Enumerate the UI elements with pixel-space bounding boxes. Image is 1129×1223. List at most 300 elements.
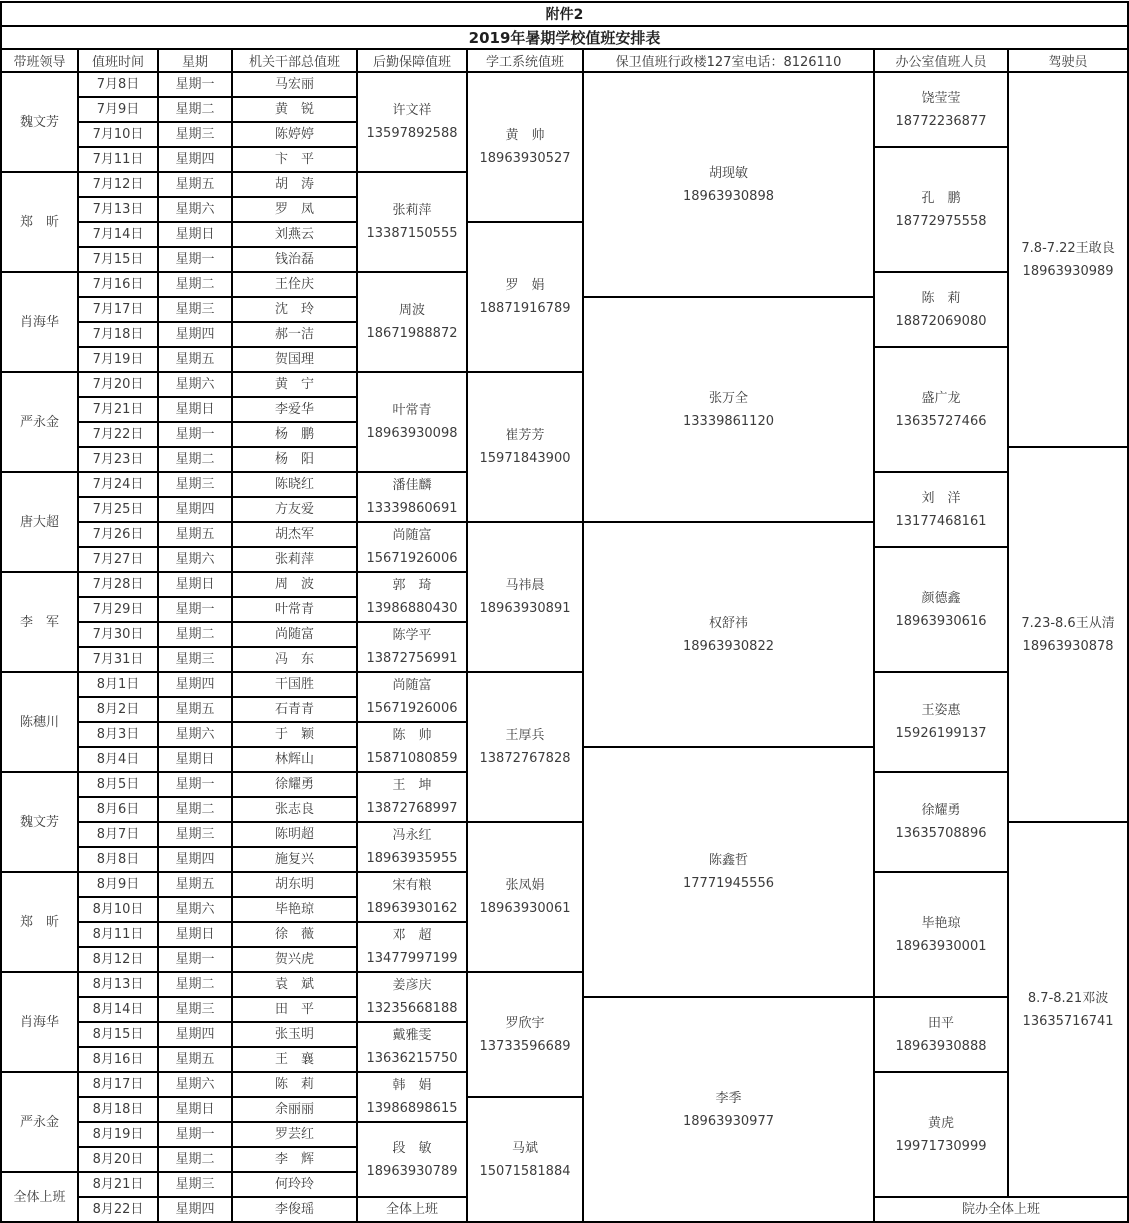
person-name: 张志良 — [274, 802, 314, 817]
person-name: 郭 琦 — [392, 578, 432, 593]
person-name: 8月6日 — [96, 802, 140, 817]
driver-cell — [1008, 822, 1128, 1197]
person-name: 陈学平 — [392, 628, 432, 643]
date-cell — [78, 1047, 158, 1072]
person-name: 毕艳琼 — [274, 902, 314, 917]
student-duty-cell — [467, 72, 583, 222]
person-name: 全体上班 — [385, 1202, 438, 1217]
person-phone: 18772975558 — [895, 213, 987, 229]
person-name: 星期二 — [175, 452, 215, 467]
person-name: 贺国理 — [274, 352, 314, 367]
weekday-cell — [158, 697, 232, 722]
person-name: 陈穗川 — [19, 714, 59, 730]
leader-cell — [1, 672, 78, 772]
date-cell — [78, 722, 158, 747]
person-name: 8.7-8.21邓波 — [1027, 990, 1109, 1006]
person-phone: 13872767828 — [479, 751, 571, 766]
office-duty-cell — [874, 672, 1008, 772]
weekday-cell — [158, 72, 232, 97]
person-name: 星期四 — [175, 1027, 215, 1042]
date-cell — [78, 1097, 158, 1122]
person-name: 胡东明 — [274, 877, 314, 892]
page-title: 2019年暑期学校值班安排表 — [1, 26, 1128, 49]
date-cell — [78, 322, 158, 347]
person-name: 权舒祎 — [708, 615, 748, 631]
person-name: 7月15日 — [92, 252, 144, 267]
weekday-cell — [158, 472, 232, 497]
person-name: 黄 锐 — [274, 102, 314, 117]
person-name: 肖海华 — [19, 314, 59, 330]
person-name: 王 坤 — [392, 778, 432, 793]
person-name: 星期三 — [175, 1177, 215, 1192]
date-cell — [78, 697, 158, 722]
cadre-duty-cell — [232, 922, 357, 947]
person-name: 冯 东 — [274, 652, 314, 667]
date-cell — [78, 1197, 158, 1222]
person-name: 陈婷婷 — [274, 127, 314, 142]
person-name: 星期日 — [175, 402, 215, 417]
logistics-duty-cell — [357, 772, 467, 822]
person-phone: 13986880430 — [366, 601, 458, 616]
schedule-row — [1, 672, 1128, 697]
weekday-cell — [158, 347, 232, 372]
weekday-cell — [158, 747, 232, 772]
person-name: 7月20日 — [92, 377, 144, 392]
person-name: 罗 凤 — [274, 202, 314, 217]
person-name: 贺兴虎 — [274, 952, 314, 967]
date-cell — [78, 1072, 158, 1097]
person-name: 星期二 — [175, 627, 215, 642]
person-name: 马宏丽 — [274, 77, 314, 92]
person-name: 郑 昕 — [19, 914, 59, 930]
weekday-cell — [158, 247, 232, 272]
person-name: 胡杰军 — [274, 527, 314, 542]
leader-cell — [1, 772, 78, 872]
person-phone: 18671988872 — [366, 326, 458, 341]
person-name: 7月19日 — [92, 352, 144, 367]
date-cell — [78, 622, 158, 647]
person-phone: 18963930891 — [479, 601, 571, 616]
weekday-cell — [158, 597, 232, 622]
logistics-duty-cell — [357, 472, 467, 522]
person-name: 8月13日 — [92, 977, 144, 992]
weekday-cell — [158, 397, 232, 422]
cadre-duty-cell — [232, 1047, 357, 1072]
person-name: 星期一 — [175, 1127, 215, 1142]
person-name: 陈晓红 — [274, 477, 314, 492]
person-name: 张莉萍 — [274, 552, 314, 567]
security-duty-cell — [583, 997, 874, 1222]
person-name: 星期四 — [175, 502, 215, 517]
person-name: 星期五 — [175, 352, 215, 367]
person-name: 8月14日 — [92, 1002, 144, 1017]
security-duty-cell — [583, 747, 874, 997]
person-name: 袁 斌 — [274, 977, 314, 992]
weekday-cell — [158, 522, 232, 547]
driver-cell — [1008, 447, 1128, 822]
weekday-cell — [158, 797, 232, 822]
cadre-duty-cell — [232, 697, 357, 722]
person-name: 杨 阳 — [274, 452, 314, 467]
person-name: 肖海华 — [19, 1014, 59, 1030]
person-name: 星期五 — [175, 877, 215, 892]
student-duty-cell — [467, 822, 583, 972]
person-name: 8月9日 — [96, 877, 140, 892]
person-name: 郑 昕 — [19, 214, 59, 230]
person-name: 7月24日 — [92, 477, 144, 492]
date-cell — [78, 197, 158, 222]
date-cell — [78, 547, 158, 572]
leader-cell — [1, 472, 78, 572]
cadre-duty-cell — [232, 747, 357, 772]
cadre-duty-cell — [232, 272, 357, 297]
date-cell — [78, 497, 158, 522]
date-cell — [78, 472, 158, 497]
person-name: 星期日 — [175, 227, 215, 242]
date-cell — [78, 422, 158, 447]
person-name: 陈 帅 — [392, 728, 432, 743]
logistics-duty-cell — [357, 1022, 467, 1072]
date-cell — [78, 797, 158, 822]
person-name: 星期六 — [175, 1077, 215, 1092]
office-duty-cell — [874, 272, 1008, 347]
office-duty-cell — [874, 347, 1008, 472]
person-phone: 18963935955 — [366, 851, 458, 866]
person-name: 星期六 — [175, 902, 215, 917]
person-phone: 18963930527 — [479, 151, 571, 166]
logistics-duty-cell — [357, 622, 467, 672]
logistics-duty-cell — [357, 272, 467, 372]
person-name: 7.23-8.6王从清 — [1021, 615, 1115, 631]
person-name: 星期六 — [175, 727, 215, 742]
attachment-label: 附件2 — [1, 2, 1128, 26]
person-name: 8月1日 — [96, 677, 140, 692]
column-header: 驾驶员 — [1008, 49, 1128, 72]
cadre-duty-cell — [232, 122, 357, 147]
date-cell — [78, 522, 158, 547]
person-name: 8月20日 — [92, 1152, 144, 1167]
person-name: 于 颖 — [274, 727, 314, 742]
weekday-cell — [158, 947, 232, 972]
person-name: 7月30日 — [92, 627, 144, 642]
person-phone: 15871080859 — [366, 751, 458, 766]
person-name: 李季 — [715, 1090, 742, 1106]
person-phone: 13597892588 — [366, 126, 458, 141]
logistics-duty-cell — [357, 1197, 467, 1222]
person-phone: 13872768997 — [366, 801, 458, 816]
person-name: 星期四 — [175, 852, 215, 867]
person-name: 叶常青 — [392, 403, 432, 418]
weekday-cell — [158, 1072, 232, 1097]
person-name: 张万全 — [708, 390, 748, 406]
person-name: 田 平 — [274, 1002, 314, 1017]
person-phone: 15971843900 — [479, 451, 571, 466]
date-cell — [78, 1022, 158, 1047]
person-name: 星期六 — [175, 377, 215, 392]
duty-schedule-table — [0, 1, 1129, 1223]
person-name: 7月18日 — [92, 327, 144, 342]
weekday-cell — [158, 647, 232, 672]
cadre-duty-cell — [232, 847, 357, 872]
person-phone: 18963930898 — [683, 188, 774, 204]
cadre-duty-cell — [232, 247, 357, 272]
column-header: 机关干部总值班 — [232, 49, 357, 72]
person-name: 戴雅雯 — [392, 1028, 432, 1043]
person-name: 7月23日 — [92, 452, 144, 467]
person-phone: 15926199137 — [895, 726, 987, 741]
person-name: 7月10日 — [92, 127, 144, 142]
person-name: 张莉萍 — [392, 203, 432, 218]
date-cell — [78, 747, 158, 772]
person-phone: 18963930888 — [895, 1038, 987, 1054]
weekday-cell — [158, 772, 232, 797]
person-name: 尚随富 — [392, 678, 432, 693]
person-phone: 18963930162 — [366, 901, 458, 916]
date-cell — [78, 122, 158, 147]
weekday-cell — [158, 922, 232, 947]
person-name: 星期四 — [175, 152, 215, 167]
person-name: 王姿惠 — [921, 703, 961, 718]
person-phone: 13733596689 — [479, 1038, 571, 1054]
person-name: 8月17日 — [92, 1077, 144, 1092]
security-duty-cell — [583, 522, 874, 747]
cadre-duty-cell — [232, 1147, 357, 1172]
date-cell — [78, 297, 158, 322]
person-name: 徐耀勇 — [274, 777, 314, 792]
cadre-duty-cell — [232, 97, 357, 122]
person-phone: 18872069080 — [895, 313, 987, 329]
cadre-duty-cell — [232, 972, 357, 997]
person-name: 星期一 — [175, 952, 215, 967]
cadre-duty-cell — [232, 872, 357, 897]
person-name: 星期三 — [175, 302, 215, 317]
person-name: 8月3日 — [96, 727, 140, 742]
person-name: 叶常青 — [274, 602, 314, 617]
person-name: 星期日 — [175, 927, 215, 942]
cadre-duty-cell — [232, 322, 357, 347]
person-name: 张凤娟 — [505, 878, 545, 893]
date-cell — [78, 97, 158, 122]
person-name: 尚随富 — [392, 528, 432, 543]
person-name: 院办全体上班 — [962, 1202, 1041, 1217]
person-name: 星期三 — [175, 477, 215, 492]
cadre-duty-cell — [232, 172, 357, 197]
person-name: 7月14日 — [92, 227, 144, 242]
date-cell — [78, 147, 158, 172]
person-phone: 13986898615 — [366, 1101, 458, 1116]
weekday-cell — [158, 172, 232, 197]
date-cell — [78, 647, 158, 672]
weekday-cell — [158, 222, 232, 247]
person-name: 刘燕云 — [274, 227, 314, 242]
person-name: 姜彦庆 — [392, 978, 432, 993]
person-name: 冯永红 — [392, 828, 432, 843]
person-name: 李爱华 — [274, 402, 314, 417]
person-name: 郝一洁 — [274, 327, 314, 342]
cadre-duty-cell — [232, 822, 357, 847]
schedule-row — [1, 72, 1128, 97]
cadre-duty-cell — [232, 522, 357, 547]
student-duty-cell — [467, 672, 583, 822]
person-phone: 18963930989 — [1022, 263, 1114, 279]
person-name: 尚随富 — [274, 627, 314, 642]
column-header: 星期 — [158, 49, 232, 72]
cadre-duty-cell — [232, 547, 357, 572]
logistics-duty-cell — [357, 872, 467, 922]
date-cell — [78, 247, 158, 272]
student-duty-cell — [467, 522, 583, 672]
person-name: 周波 — [398, 303, 425, 318]
weekday-cell — [158, 372, 232, 397]
person-name: 8月18日 — [92, 1102, 144, 1117]
person-name: 李 军 — [19, 614, 59, 630]
person-name: 魏文芳 — [19, 114, 59, 130]
date-cell — [78, 372, 158, 397]
cadre-duty-cell — [232, 597, 357, 622]
person-phone: 18963930098 — [366, 426, 458, 441]
person-phone: 18963930822 — [683, 638, 774, 654]
person-name: 饶莹莹 — [921, 90, 961, 106]
logistics-duty-cell — [357, 572, 467, 622]
office-duty-cell — [874, 72, 1008, 147]
person-phone: 18963930878 — [1022, 638, 1114, 654]
cadre-duty-cell — [232, 797, 357, 822]
person-name: 7.8-7.22王敢良 — [1021, 240, 1115, 256]
person-name: 星期一 — [175, 252, 215, 267]
person-phone: 13477997199 — [366, 951, 458, 966]
person-name: 星期五 — [175, 702, 215, 717]
leader-cell — [1, 972, 78, 1072]
person-name: 陈 莉 — [921, 290, 961, 306]
cadre-duty-cell — [232, 1022, 357, 1047]
cadre-duty-cell — [232, 297, 357, 322]
person-phone: 15071581884 — [479, 1163, 571, 1179]
weekday-cell — [158, 822, 232, 847]
person-name: 毕艳琼 — [921, 915, 961, 931]
office-duty-cell — [874, 772, 1008, 872]
person-phone: 17771945556 — [683, 876, 774, 891]
cadre-duty-cell — [232, 347, 357, 372]
logistics-duty-cell — [357, 822, 467, 872]
cadre-duty-cell — [232, 1097, 357, 1122]
date-cell — [78, 1172, 158, 1197]
person-name: 宋有粮 — [392, 878, 432, 893]
cadre-duty-cell — [232, 372, 357, 397]
person-name: 7月29日 — [92, 602, 144, 617]
office-duty-cell — [874, 147, 1008, 272]
column-header: 后勤保障值班 — [357, 49, 467, 72]
weekday-cell — [158, 722, 232, 747]
logistics-duty-cell — [357, 372, 467, 472]
person-name: 8月7日 — [96, 827, 140, 842]
person-name: 星期六 — [175, 202, 215, 217]
person-phone: 13872756991 — [366, 651, 458, 666]
person-name: 星期一 — [175, 602, 215, 617]
person-phone: 15671926006 — [366, 551, 458, 566]
weekday-cell — [158, 322, 232, 347]
person-name: 方友爱 — [274, 502, 314, 517]
leader-cell — [1, 1172, 78, 1222]
weekday-cell — [158, 197, 232, 222]
person-phone: 18772236877 — [895, 113, 987, 129]
cadre-duty-cell — [232, 472, 357, 497]
person-name: 潘佳麟 — [392, 478, 432, 493]
person-name: 钱治磊 — [274, 252, 314, 267]
cadre-duty-cell — [232, 572, 357, 597]
weekday-cell — [158, 1047, 232, 1072]
leader-cell — [1, 872, 78, 972]
office-duty-cell — [874, 997, 1008, 1072]
person-name: 7月26日 — [92, 527, 144, 542]
person-name: 全体上班 — [13, 1189, 66, 1205]
date-cell — [78, 872, 158, 897]
person-name: 星期二 — [175, 802, 215, 817]
weekday-cell — [158, 1172, 232, 1197]
person-name: 8月11日 — [92, 927, 144, 942]
person-name: 周 波 — [274, 577, 314, 592]
weekday-cell — [158, 1022, 232, 1047]
person-phone: 18963930061 — [479, 901, 571, 916]
leader-cell — [1, 72, 78, 172]
person-name: 罗 娟 — [505, 278, 545, 293]
person-name: 孔 鹏 — [921, 190, 961, 206]
date-cell — [78, 597, 158, 622]
person-name: 徐耀勇 — [921, 803, 961, 818]
cadre-duty-cell — [232, 1197, 357, 1222]
logistics-duty-cell — [357, 972, 467, 1022]
leader-cell — [1, 272, 78, 372]
weekday-cell — [158, 447, 232, 472]
date-cell — [78, 947, 158, 972]
student-duty-cell — [467, 222, 583, 372]
date-cell — [78, 72, 158, 97]
person-name: 7月31日 — [92, 652, 144, 667]
cadre-duty-cell — [232, 497, 357, 522]
title-row — [1, 26, 1128, 49]
person-name: 7月9日 — [96, 102, 140, 117]
person-name: 马斌 — [511, 1140, 538, 1156]
person-name: 何玲玲 — [274, 1177, 314, 1192]
leader-cell — [1, 172, 78, 272]
logistics-duty-cell — [357, 1072, 467, 1122]
person-name: 干国胜 — [274, 677, 314, 692]
logistics-duty-cell — [357, 72, 467, 172]
person-name: 星期三 — [175, 127, 215, 142]
weekday-cell — [158, 872, 232, 897]
person-name: 严永金 — [19, 1114, 59, 1130]
weekday-cell — [158, 997, 232, 1022]
person-name: 星期一 — [175, 777, 215, 792]
date-cell — [78, 772, 158, 797]
person-phone: 13636215750 — [366, 1051, 458, 1066]
person-name: 星期六 — [175, 552, 215, 567]
student-duty-cell — [467, 372, 583, 522]
person-name: 星期二 — [175, 277, 215, 292]
person-name: 7月28日 — [92, 577, 144, 592]
person-phone: 18963930977 — [683, 1113, 774, 1129]
person-name: 星期四 — [175, 677, 215, 692]
person-name: 星期二 — [175, 1152, 215, 1167]
person-phone: 19971730999 — [895, 1138, 987, 1154]
person-name: 星期日 — [175, 577, 215, 592]
person-name: 星期四 — [175, 1202, 215, 1217]
person-name: 7月25日 — [92, 502, 144, 517]
person-name: 李 辉 — [274, 1152, 314, 1167]
date-cell — [78, 222, 158, 247]
weekday-cell — [158, 497, 232, 522]
person-name: 杨 鹏 — [274, 427, 314, 442]
cadre-duty-cell — [232, 147, 357, 172]
